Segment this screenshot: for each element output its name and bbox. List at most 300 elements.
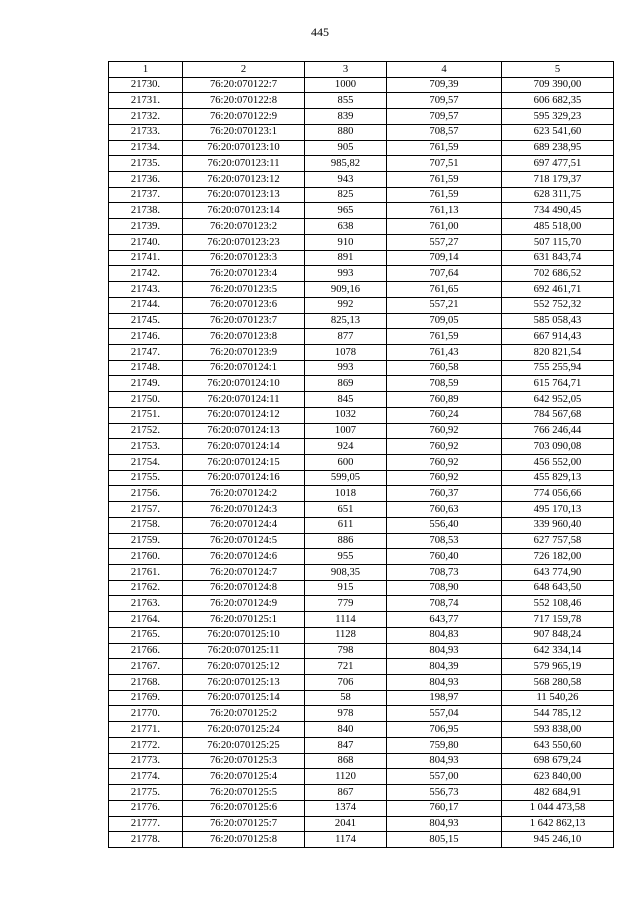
table-cell-col3: 1374 bbox=[305, 800, 387, 816]
table-cell-col5: 734 490,45 bbox=[502, 203, 614, 219]
table-cell-col3: 867 bbox=[305, 785, 387, 801]
table-cell-col5: 507 115,70 bbox=[502, 234, 614, 250]
table-cell-col4: 761,59 bbox=[387, 187, 502, 203]
table-cell-col2: 76:20:070123:2 bbox=[183, 219, 305, 235]
table-cell-col5: 11 540,26 bbox=[502, 690, 614, 706]
table-cell-col1: 21750. bbox=[109, 392, 183, 408]
table-cell-col5: 552 108,46 bbox=[502, 596, 614, 612]
table-cell-col2: 76:20:070124:6 bbox=[183, 549, 305, 565]
table-cell-col1: 21735. bbox=[109, 156, 183, 172]
table-cell-col5: 579 965,19 bbox=[502, 659, 614, 675]
table-cell-col4: 709,05 bbox=[387, 313, 502, 329]
table-cell-col5: 907 848,24 bbox=[502, 627, 614, 643]
table-cell-col5: 606 682,35 bbox=[502, 93, 614, 109]
table-row bbox=[109, 124, 614, 140]
table-cell-col5: 627 757,58 bbox=[502, 533, 614, 549]
table-cell-col2: 76:20:070125:10 bbox=[183, 627, 305, 643]
table-cell-col4: 760,37 bbox=[387, 486, 502, 502]
table-row bbox=[109, 706, 614, 722]
table-row bbox=[109, 376, 614, 392]
table-cell-col1: 21740. bbox=[109, 234, 183, 250]
table-cell-col2: 76:20:070122:7 bbox=[183, 77, 305, 93]
table-row bbox=[109, 517, 614, 533]
table-row bbox=[109, 140, 614, 156]
table-row bbox=[109, 800, 614, 816]
table-cell-col1: 21741. bbox=[109, 250, 183, 266]
table-cell-col5: 717 159,78 bbox=[502, 612, 614, 628]
table-cell-col5: 568 280,58 bbox=[502, 675, 614, 691]
table-cell-col4: 759,80 bbox=[387, 737, 502, 753]
table-row bbox=[109, 234, 614, 250]
table-cell-col4: 760,89 bbox=[387, 392, 502, 408]
table-cell-col5: 648 643,50 bbox=[502, 580, 614, 596]
table-cell-col2: 76:20:070123:7 bbox=[183, 313, 305, 329]
table-cell-col4: 761,43 bbox=[387, 344, 502, 360]
table-cell-col4: 804,93 bbox=[387, 675, 502, 691]
column-header-5: 5 bbox=[502, 62, 614, 78]
table-row bbox=[109, 659, 614, 675]
table-row bbox=[109, 470, 614, 486]
table-cell-col3: 910 bbox=[305, 234, 387, 250]
table-cell-col1: 21775. bbox=[109, 785, 183, 801]
table-cell-col1: 21743. bbox=[109, 282, 183, 298]
column-header-1: 1 bbox=[109, 62, 183, 78]
table-cell-col2: 76:20:070122:9 bbox=[183, 109, 305, 125]
table-cell-col3: 965 bbox=[305, 203, 387, 219]
table-row bbox=[109, 313, 614, 329]
table-row bbox=[109, 502, 614, 518]
table-cell-col1: 21777. bbox=[109, 816, 183, 832]
table-cell-col4: 709,57 bbox=[387, 93, 502, 109]
table-cell-col2: 76:20:070124:16 bbox=[183, 470, 305, 486]
table-cell-col3: 868 bbox=[305, 753, 387, 769]
table-cell-col3: 1120 bbox=[305, 769, 387, 785]
table-cell-col5: 755 255,94 bbox=[502, 360, 614, 376]
table-cell-col3: 721 bbox=[305, 659, 387, 675]
table-cell-col4: 760,17 bbox=[387, 800, 502, 816]
table-cell-col5: 593 838,00 bbox=[502, 722, 614, 738]
table-cell-col5: 1 642 862,13 bbox=[502, 816, 614, 832]
table-cell-col4: 643,77 bbox=[387, 612, 502, 628]
table-cell-col4: 556,73 bbox=[387, 785, 502, 801]
table-cell-col3: 1174 bbox=[305, 832, 387, 848]
table-cell-col1: 21733. bbox=[109, 124, 183, 140]
table-cell-col4: 804,39 bbox=[387, 659, 502, 675]
table-cell-col5: 718 179,37 bbox=[502, 172, 614, 188]
table-cell-col2: 76:20:070125:13 bbox=[183, 675, 305, 691]
table-cell-col3: 840 bbox=[305, 722, 387, 738]
table-cell-col5: 623 840,00 bbox=[502, 769, 614, 785]
table-cell-col1: 21765. bbox=[109, 627, 183, 643]
table-cell-col3: 855 bbox=[305, 93, 387, 109]
table-cell-col2: 76:20:070124:7 bbox=[183, 565, 305, 581]
table-cell-col4: 761,59 bbox=[387, 329, 502, 345]
table-cell-col5: 698 679,24 bbox=[502, 753, 614, 769]
table-cell-col5: 595 329,23 bbox=[502, 109, 614, 125]
table-cell-col4: 805,15 bbox=[387, 832, 502, 848]
table-cell-col4: 709,14 bbox=[387, 250, 502, 266]
table-cell-col5: 692 461,71 bbox=[502, 282, 614, 298]
table-cell-col1: 21764. bbox=[109, 612, 183, 628]
table-cell-col4: 760,92 bbox=[387, 439, 502, 455]
table-cell-col3: 886 bbox=[305, 533, 387, 549]
table-cell-col2: 76:20:070125:6 bbox=[183, 800, 305, 816]
table-cell-col2: 76:20:070125:24 bbox=[183, 722, 305, 738]
table-cell-col3: 909,16 bbox=[305, 282, 387, 298]
table-cell-col4: 760,63 bbox=[387, 502, 502, 518]
table-row bbox=[109, 266, 614, 282]
table-cell-col1: 21742. bbox=[109, 266, 183, 282]
table-cell-col5: 455 829,13 bbox=[502, 470, 614, 486]
table-row bbox=[109, 675, 614, 691]
table-cell-col1: 21737. bbox=[109, 187, 183, 203]
table-row bbox=[109, 282, 614, 298]
table-cell-col3: 599,05 bbox=[305, 470, 387, 486]
table-cell-col1: 21756. bbox=[109, 486, 183, 502]
table-cell-col5: 726 182,00 bbox=[502, 549, 614, 565]
table-cell-col1: 21734. bbox=[109, 140, 183, 156]
table-cell-col4: 707,64 bbox=[387, 266, 502, 282]
table-cell-col3: 2041 bbox=[305, 816, 387, 832]
table-row bbox=[109, 690, 614, 706]
table-row bbox=[109, 486, 614, 502]
table-cell-col4: 760,58 bbox=[387, 360, 502, 376]
table-cell-col1: 21757. bbox=[109, 502, 183, 518]
table-cell-col5: 784 567,68 bbox=[502, 407, 614, 423]
table-cell-col2: 76:20:070125:12 bbox=[183, 659, 305, 675]
table-cell-col2: 76:20:070122:8 bbox=[183, 93, 305, 109]
table-row bbox=[109, 580, 614, 596]
table-cell-col5: 585 058,43 bbox=[502, 313, 614, 329]
table-cell-col5: 689 238,95 bbox=[502, 140, 614, 156]
table-cell-col5: 643 774,90 bbox=[502, 565, 614, 581]
table-cell-col1: 21771. bbox=[109, 722, 183, 738]
table-row bbox=[109, 832, 614, 848]
table-row bbox=[109, 407, 614, 423]
table-cell-col1: 21749. bbox=[109, 376, 183, 392]
table-cell-col1: 21778. bbox=[109, 832, 183, 848]
table-cell-col4: 707,51 bbox=[387, 156, 502, 172]
table-cell-col5: 631 843,74 bbox=[502, 250, 614, 266]
table-cell-col3: 1128 bbox=[305, 627, 387, 643]
table-cell-col5: 667 914,43 bbox=[502, 329, 614, 345]
table-cell-col1: 21738. bbox=[109, 203, 183, 219]
table-row bbox=[109, 172, 614, 188]
table-cell-col2: 76:20:070123:13 bbox=[183, 187, 305, 203]
table-cell-col2: 76:20:070123:9 bbox=[183, 344, 305, 360]
table-cell-col3: 993 bbox=[305, 266, 387, 282]
table-cell-col4: 761,00 bbox=[387, 219, 502, 235]
table-cell-col5: 766 246,44 bbox=[502, 423, 614, 439]
table-cell-col4: 708,74 bbox=[387, 596, 502, 612]
table-cell-col3: 908,35 bbox=[305, 565, 387, 581]
table-row bbox=[109, 769, 614, 785]
table-cell-col1: 21747. bbox=[109, 344, 183, 360]
table-cell-col1: 21770. bbox=[109, 706, 183, 722]
table-header-row bbox=[109, 62, 614, 78]
table-cell-col4: 804,93 bbox=[387, 753, 502, 769]
table-row bbox=[109, 816, 614, 832]
table-cell-col1: 21769. bbox=[109, 690, 183, 706]
table-cell-col4: 804,93 bbox=[387, 643, 502, 659]
table-cell-col5: 339 960,40 bbox=[502, 517, 614, 533]
table-row bbox=[109, 297, 614, 313]
table-cell-col4: 708,90 bbox=[387, 580, 502, 596]
table-cell-col1: 21731. bbox=[109, 93, 183, 109]
table-row bbox=[109, 219, 614, 235]
table-cell-col4: 708,53 bbox=[387, 533, 502, 549]
table-cell-col2: 76:20:070123:8 bbox=[183, 329, 305, 345]
table-row bbox=[109, 596, 614, 612]
table-row bbox=[109, 392, 614, 408]
table-cell-col1: 21752. bbox=[109, 423, 183, 439]
table-cell-col3: 955 bbox=[305, 549, 387, 565]
table-cell-col3: 877 bbox=[305, 329, 387, 345]
table-cell-col2: 76:20:070124:13 bbox=[183, 423, 305, 439]
table-row bbox=[109, 203, 614, 219]
table-cell-col3: 869 bbox=[305, 376, 387, 392]
table-cell-col5: 628 311,75 bbox=[502, 187, 614, 203]
table-cell-col5: 703 090,08 bbox=[502, 439, 614, 455]
table-cell-col4: 760,24 bbox=[387, 407, 502, 423]
table-row bbox=[109, 753, 614, 769]
table-cell-col5: 702 686,52 bbox=[502, 266, 614, 282]
table-cell-col2: 76:20:070125:8 bbox=[183, 832, 305, 848]
table-cell-col3: 905 bbox=[305, 140, 387, 156]
table-cell-col3: 915 bbox=[305, 580, 387, 596]
table-cell-col3: 825 bbox=[305, 187, 387, 203]
table-row bbox=[109, 344, 614, 360]
table-cell-col2: 76:20:070123:14 bbox=[183, 203, 305, 219]
table-cell-col5: 774 056,66 bbox=[502, 486, 614, 502]
table-cell-col4: 804,93 bbox=[387, 816, 502, 832]
table-row bbox=[109, 565, 614, 581]
table-cell-col3: 891 bbox=[305, 250, 387, 266]
table-cell-col3: 600 bbox=[305, 454, 387, 470]
table-row bbox=[109, 77, 614, 93]
table-cell-col5: 945 246,10 bbox=[502, 832, 614, 848]
table-cell-col3: 798 bbox=[305, 643, 387, 659]
table-row bbox=[109, 643, 614, 659]
table-row bbox=[109, 549, 614, 565]
table-cell-col4: 556,40 bbox=[387, 517, 502, 533]
table-cell-col2: 76:20:070125:11 bbox=[183, 643, 305, 659]
table-cell-col2: 76:20:070124:4 bbox=[183, 517, 305, 533]
table-cell-col4: 760,40 bbox=[387, 549, 502, 565]
table-cell-col4: 708,57 bbox=[387, 124, 502, 140]
table-cell-col2: 76:20:070124:10 bbox=[183, 376, 305, 392]
table-cell-col2: 76:20:070125:5 bbox=[183, 785, 305, 801]
table-cell-col2: 76:20:070123:3 bbox=[183, 250, 305, 266]
table-cell-col1: 21776. bbox=[109, 800, 183, 816]
table-row bbox=[109, 360, 614, 376]
table-cell-col4: 557,04 bbox=[387, 706, 502, 722]
table-cell-col3: 943 bbox=[305, 172, 387, 188]
table-cell-col2: 76:20:070123:12 bbox=[183, 172, 305, 188]
table-cell-col4: 761,59 bbox=[387, 172, 502, 188]
table-cell-col4: 761,13 bbox=[387, 203, 502, 219]
table-cell-col1: 21755. bbox=[109, 470, 183, 486]
table-cell-col1: 21730. bbox=[109, 77, 183, 93]
table-cell-col4: 198,97 bbox=[387, 690, 502, 706]
table-cell-col1: 21767. bbox=[109, 659, 183, 675]
table-cell-col1: 21745. bbox=[109, 313, 183, 329]
table-cell-col4: 760,92 bbox=[387, 423, 502, 439]
table-cell-col2: 76:20:070125:3 bbox=[183, 753, 305, 769]
table-cell-col1: 21739. bbox=[109, 219, 183, 235]
table-cell-col4: 706,95 bbox=[387, 722, 502, 738]
table-cell-col3: 1032 bbox=[305, 407, 387, 423]
table-cell-col1: 21761. bbox=[109, 565, 183, 581]
table-cell-col1: 21759. bbox=[109, 533, 183, 549]
table-cell-col1: 21758. bbox=[109, 517, 183, 533]
table-row bbox=[109, 737, 614, 753]
table-cell-col1: 21754. bbox=[109, 454, 183, 470]
table-cell-col1: 21762. bbox=[109, 580, 183, 596]
table-cell-col2: 76:20:070123:11 bbox=[183, 156, 305, 172]
table-cell-col5: 615 764,71 bbox=[502, 376, 614, 392]
table-cell-col1: 21773. bbox=[109, 753, 183, 769]
table-cell-col3: 1007 bbox=[305, 423, 387, 439]
table-row bbox=[109, 627, 614, 643]
table-cell-col4: 708,59 bbox=[387, 376, 502, 392]
table-cell-col5: 495 170,13 bbox=[502, 502, 614, 518]
table-row bbox=[109, 785, 614, 801]
table-cell-col2: 76:20:070123:23 bbox=[183, 234, 305, 250]
table-cell-col3: 924 bbox=[305, 439, 387, 455]
table-cell-col2: 76:20:070123:5 bbox=[183, 282, 305, 298]
table-cell-col3: 992 bbox=[305, 297, 387, 313]
table-cell-col3: 1018 bbox=[305, 486, 387, 502]
table-cell-col4: 760,92 bbox=[387, 470, 502, 486]
table-cell-col1: 21763. bbox=[109, 596, 183, 612]
table-cell-col3: 611 bbox=[305, 517, 387, 533]
table-cell-col2: 76:20:070123:1 bbox=[183, 124, 305, 140]
table-cell-col2: 76:20:070124:5 bbox=[183, 533, 305, 549]
table-cell-col2: 76:20:070124:2 bbox=[183, 486, 305, 502]
table-cell-col5: 1 044 473,58 bbox=[502, 800, 614, 816]
table-cell-col4: 557,00 bbox=[387, 769, 502, 785]
table-cell-col1: 21746. bbox=[109, 329, 183, 345]
table-row bbox=[109, 423, 614, 439]
table-cell-col2: 76:20:070124:9 bbox=[183, 596, 305, 612]
table-cell-col1: 21753. bbox=[109, 439, 183, 455]
table-cell-col4: 761,59 bbox=[387, 140, 502, 156]
table-cell-col2: 76:20:070125:4 bbox=[183, 769, 305, 785]
table-cell-col3: 839 bbox=[305, 109, 387, 125]
cadastral-table bbox=[108, 61, 614, 848]
table-cell-col2: 76:20:070124:12 bbox=[183, 407, 305, 423]
table-cell-col1: 21760. bbox=[109, 549, 183, 565]
table-cell-col2: 76:20:070124:14 bbox=[183, 439, 305, 455]
table-cell-col1: 21772. bbox=[109, 737, 183, 753]
table-row bbox=[109, 156, 614, 172]
table-cell-col3: 706 bbox=[305, 675, 387, 691]
table-row bbox=[109, 612, 614, 628]
table-row bbox=[109, 439, 614, 455]
table-row bbox=[109, 329, 614, 345]
column-header-2: 2 bbox=[183, 62, 305, 78]
table-cell-col2: 76:20:070124:1 bbox=[183, 360, 305, 376]
table-cell-col3: 1078 bbox=[305, 344, 387, 360]
table-cell-col1: 21748. bbox=[109, 360, 183, 376]
table-cell-col3: 845 bbox=[305, 392, 387, 408]
table-cell-col5: 642 952,05 bbox=[502, 392, 614, 408]
table-row bbox=[109, 533, 614, 549]
table-cell-col4: 804,83 bbox=[387, 627, 502, 643]
table-row bbox=[109, 187, 614, 203]
table-cell-col1: 21736. bbox=[109, 172, 183, 188]
table-cell-col3: 1000 bbox=[305, 77, 387, 93]
table-cell-col4: 760,92 bbox=[387, 454, 502, 470]
table-cell-col2: 76:20:070123:10 bbox=[183, 140, 305, 156]
table-row bbox=[109, 722, 614, 738]
table-cell-col1: 21751. bbox=[109, 407, 183, 423]
table-cell-col5: 642 334,14 bbox=[502, 643, 614, 659]
table-cell-col4: 709,39 bbox=[387, 77, 502, 93]
table-cell-col2: 76:20:070124:3 bbox=[183, 502, 305, 518]
table-cell-col3: 880 bbox=[305, 124, 387, 140]
table-cell-col2: 76:20:070125:25 bbox=[183, 737, 305, 753]
table-cell-col2: 76:20:070125:7 bbox=[183, 816, 305, 832]
table-cell-col5: 623 541,60 bbox=[502, 124, 614, 140]
table-cell-col3: 985,82 bbox=[305, 156, 387, 172]
table-cell-col5: 820 821,54 bbox=[502, 344, 614, 360]
table-row bbox=[109, 109, 614, 125]
table-cell-col1: 21768. bbox=[109, 675, 183, 691]
table-cell-col4: 708,73 bbox=[387, 565, 502, 581]
table-cell-col5: 552 752,32 bbox=[502, 297, 614, 313]
table-cell-col3: 1114 bbox=[305, 612, 387, 628]
table-cell-col2: 76:20:070125:14 bbox=[183, 690, 305, 706]
table-row bbox=[109, 454, 614, 470]
table-cell-col2: 76:20:070125:2 bbox=[183, 706, 305, 722]
table-body bbox=[109, 77, 614, 847]
table-cell-col5: 709 390,00 bbox=[502, 77, 614, 93]
table-cell-col2: 76:20:070124:8 bbox=[183, 580, 305, 596]
table-cell-col1: 21744. bbox=[109, 297, 183, 313]
table-cell-col3: 651 bbox=[305, 502, 387, 518]
column-header-3: 3 bbox=[305, 62, 387, 78]
table-cell-col1: 21732. bbox=[109, 109, 183, 125]
table-cell-col5: 697 477,51 bbox=[502, 156, 614, 172]
table-row bbox=[109, 93, 614, 109]
table-cell-col5: 485 518,00 bbox=[502, 219, 614, 235]
table-cell-col3: 638 bbox=[305, 219, 387, 235]
table-cell-col4: 557,21 bbox=[387, 297, 502, 313]
table-cell-col1: 21774. bbox=[109, 769, 183, 785]
table-cell-col2: 76:20:070124:11 bbox=[183, 392, 305, 408]
table-cell-col5: 482 684,91 bbox=[502, 785, 614, 801]
table-cell-col2: 76:20:070125:1 bbox=[183, 612, 305, 628]
table-row bbox=[109, 250, 614, 266]
table-cell-col4: 557,27 bbox=[387, 234, 502, 250]
page-number: 445 bbox=[311, 25, 329, 39]
table-cell-col2: 76:20:070123:4 bbox=[183, 266, 305, 282]
table-cell-col4: 709,57 bbox=[387, 109, 502, 125]
table-cell-col3: 58 bbox=[305, 690, 387, 706]
table-cell-col4: 761,65 bbox=[387, 282, 502, 298]
table-cell-col5: 643 550,60 bbox=[502, 737, 614, 753]
table-cell-col3: 993 bbox=[305, 360, 387, 376]
table-cell-col3: 847 bbox=[305, 737, 387, 753]
table-cell-col5: 544 785,12 bbox=[502, 706, 614, 722]
table-cell-col5: 456 552,00 bbox=[502, 454, 614, 470]
table-cell-col2: 76:20:070124:15 bbox=[183, 454, 305, 470]
table-cell-col2: 76:20:070123:6 bbox=[183, 297, 305, 313]
table-cell-col3: 779 bbox=[305, 596, 387, 612]
table-cell-col1: 21766. bbox=[109, 643, 183, 659]
